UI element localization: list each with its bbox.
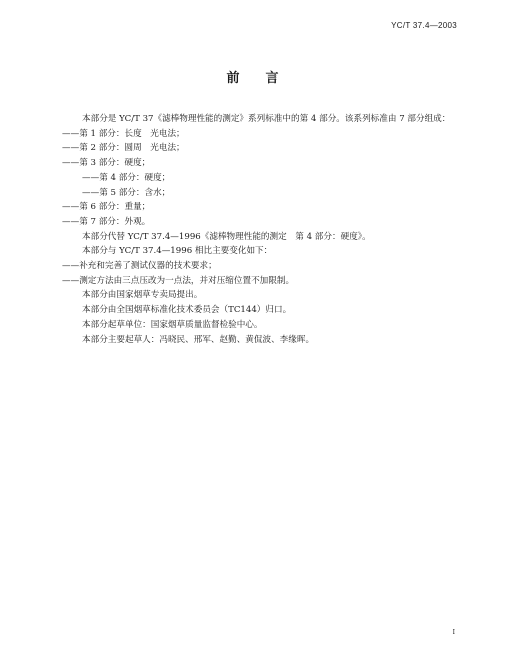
paragraph-line: ——补充和完善了测试仪器的技术要求； (62, 261, 217, 272)
paragraph-line: ——第 6 部分：重量； (62, 202, 151, 213)
paragraph-line: ——第 7 部分：外观。 (62, 216, 151, 227)
paragraph-line: 本部分是 YC/T 37《滤棒物理性能的测定》系列标准中的第 4 部分。该系列标准由 7 部分组成： (82, 114, 451, 124)
paragraph-line: 本部分与 YC/T 37.4—1996 相比主要变化如下： (82, 246, 273, 257)
page-number: I (452, 629, 455, 636)
standard-code: YC/T 37.4—2003 (391, 21, 457, 30)
document-body (62, 112, 462, 347)
paragraph-line: ——第 3 部分：硬度； (62, 158, 151, 169)
paragraph-line: ——第 2 部分：圆周 光电法； (62, 143, 185, 154)
paragraph-line: ——第 5 部分：含水； (82, 187, 171, 198)
paragraph-line: 本部分代替 YC/T 37.4—1996《滤棒物理性能的测定 第 4 部分：硬度》。 (82, 231, 371, 242)
paragraph-line: 本部分起草单位：国家烟草质量监督检验中心。 (82, 319, 263, 330)
paragraph-line: ——测定方法由三点压改为一点法，并对压缩位置不加限制。 (62, 275, 295, 286)
page-title: 前言 (226, 71, 305, 86)
paragraph-line: 本部分主要起草人：冯晓民、邢军、赵勤、黄侃波、李缘晖。 (82, 334, 315, 345)
paragraph-line: ——第 4 部分：硬度； (82, 172, 171, 183)
paragraph-line: 本部分由全国烟草标准化技术委员会（TC144）归口。 (82, 305, 292, 316)
paragraph-line: 本部分由国家烟草专卖局提出。 (82, 290, 203, 301)
paragraph-line: ——第 1 部分：长度 光电法； (62, 128, 185, 139)
